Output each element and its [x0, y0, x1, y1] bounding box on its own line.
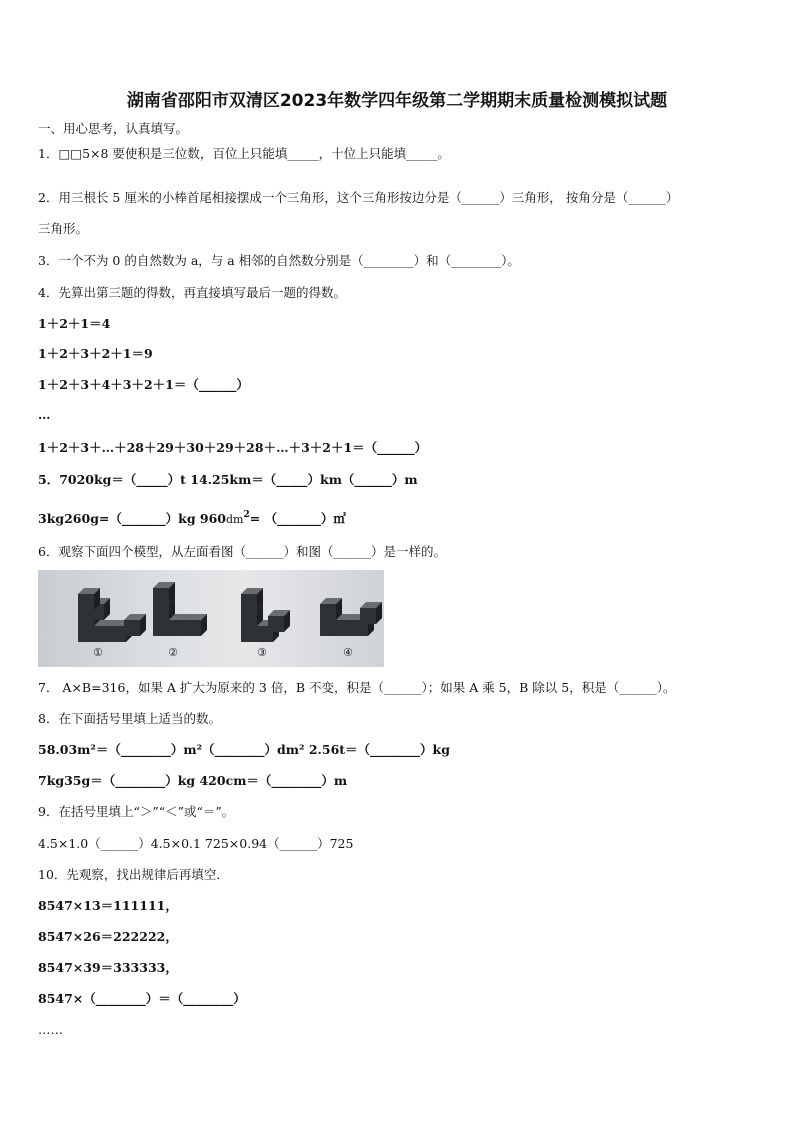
question-9: 9．在括号里填上“＞”“＜”或“＝”。 [38, 804, 235, 819]
figure-label-3: ③ [257, 646, 267, 659]
question-4-line-b: 1＋2＋3＋2＋1＝9 [38, 346, 153, 361]
question-1: 1．□□5×8 要使积是三位数，百位上只能填_____，十位上只能填_____。 [38, 146, 450, 161]
page-title: 湖南省邵阳市双清区2023年数学四年级第二学期期末质量检测模拟试题 [126, 91, 668, 111]
model-2-icon [153, 582, 207, 636]
question-3: 3．一个不为 0 的自然数为 a，与 a 相邻的自然数分别是（________）和（________）。 [38, 253, 520, 268]
model-4-icon [320, 598, 382, 636]
question-7: 7． A×B=316，如果 A 扩大为原来的 3 倍，B 不变，积是（______）；如果 A 乘 5，B 除以 5，积是（______）。 [38, 680, 676, 695]
question-5-b-part1: 3kg260g=（_______）kg 960 [38, 511, 227, 526]
question-2: 2．用三根长 5 厘米的小棒首尾相接摆成一个三角形，这个三角形按边分是（______）三角形， 按角分是（______） [38, 190, 679, 205]
question-2-continued: 三角形。 [38, 221, 89, 236]
model-1-icon [78, 588, 146, 642]
question-5-line-a: 5．7020kg＝（_____）t 14.25km＝（_____）km（______）m [38, 472, 418, 487]
question-4-ellipsis: … [38, 407, 51, 422]
cube-models-drawing [38, 570, 384, 667]
question-5-line-b [38, 511, 346, 529]
model-3-icon [241, 588, 290, 642]
question-4-line-c: 1＋2＋3＋4＋3＋2＋1＝（______） [38, 377, 249, 392]
question-9-line-a: 4.5×1.0（______）4.5×0.1 725×0.94（______）725 [38, 836, 354, 851]
question-10-line-c: 8547×39＝333333， [38, 960, 178, 975]
section-heading: 一、用心思考，认真填写。 [38, 121, 189, 136]
question-5-b-sup: 2 [243, 510, 250, 520]
question-5-b-part2: = （_______）㎡ [249, 511, 346, 526]
question-8-line-a: 58.03m²＝（________）m²（________）dm² 2.56t＝（________）kg [38, 742, 450, 757]
question-4-line-a: 1＋2＋1＝4 [38, 316, 111, 331]
question-6: 6．观察下面四个模型，从左面看图（______）和图（______）是一样的。 [38, 544, 446, 559]
figure-label-4: ④ [343, 646, 353, 659]
question-8-line-b: 7kg35g＝（________）kg 420cm＝（________）m [38, 773, 348, 788]
question-8: 8．在下面括号里填上适当的数。 [38, 711, 221, 726]
question-10-line-d: 8547×（________）＝（________） [38, 991, 246, 1006]
question-4: 4．先算出第三题的得数，再直接填写最后一题的得数。 [38, 285, 346, 300]
figure-label-2: ② [168, 646, 178, 659]
question-4-line-e: 1＋2＋3＋…＋28＋29＋30＋29＋28＋…＋3＋2＋1＝（______） [38, 440, 428, 455]
cube-models-figure [38, 570, 384, 667]
question-10-line-b: 8547×26＝222222， [38, 929, 178, 944]
question-5-b-unit: dm [226, 513, 244, 526]
figure-label-1: ① [93, 646, 103, 659]
question-10: 10．先观察，找出规律后再填空． [38, 867, 229, 882]
question-10-ellipsis: …… [38, 1022, 63, 1037]
question-10-line-a: 8547×13＝111111， [38, 898, 178, 913]
